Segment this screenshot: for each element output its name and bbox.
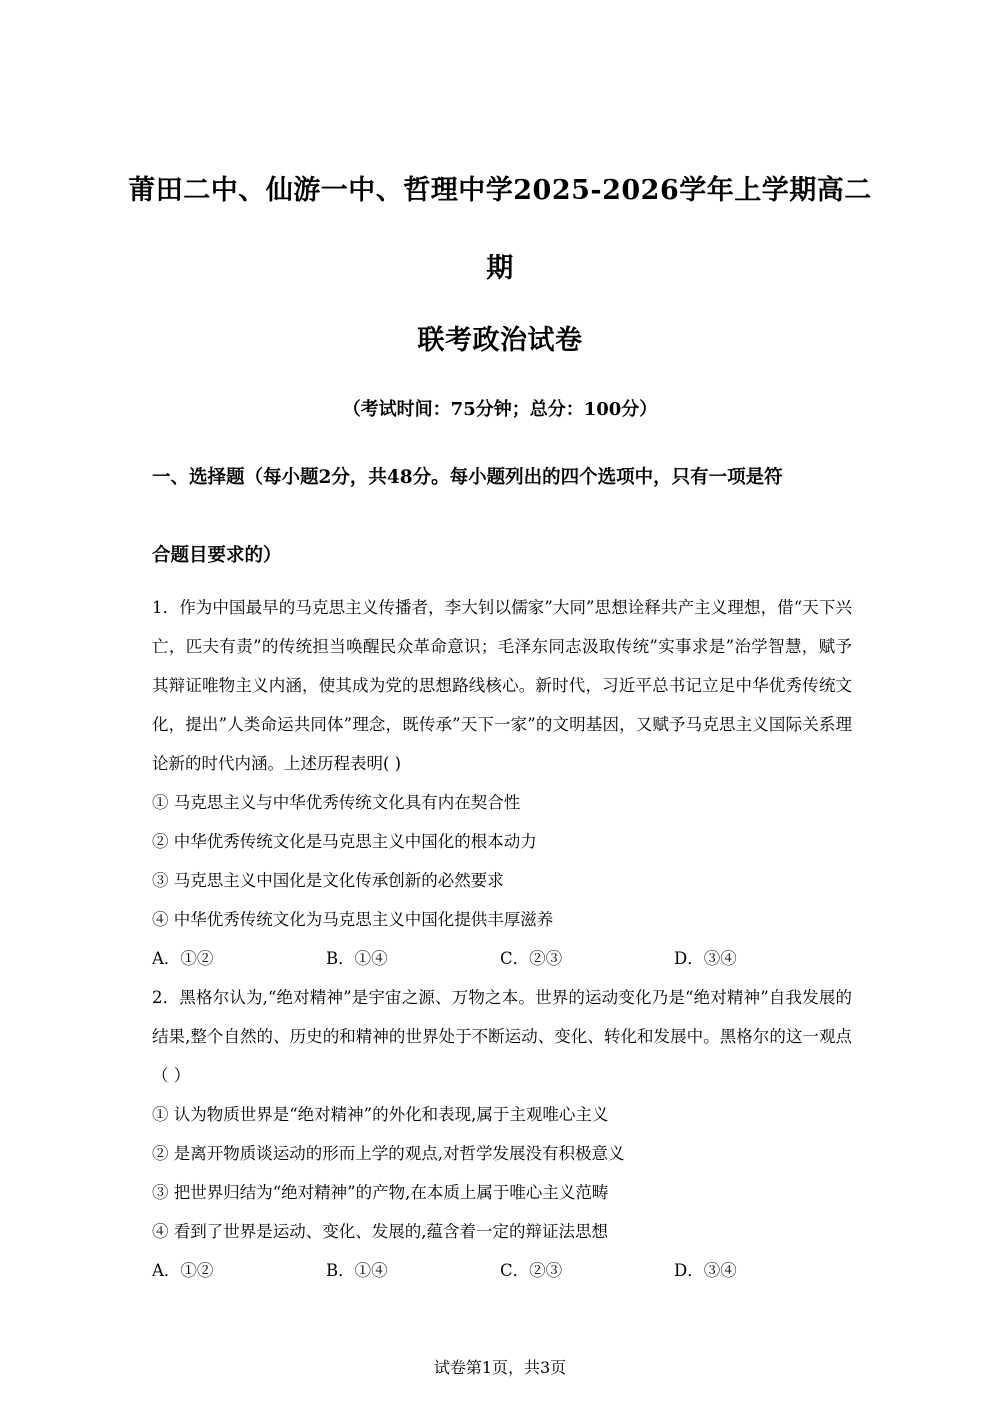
question-option: ② 是离开物质谈运动的形而上学的观点,对哲学发展没有积极意义	[152, 1144, 625, 1163]
choice-a: A．①②	[152, 1261, 214, 1280]
choice-c: C．②③	[500, 949, 563, 968]
exam-title-line-1: 莆田二中、仙游一中、哲理中学2025-2026学年上学期高二	[128, 175, 872, 206]
answer-choices	[152, 1251, 852, 1290]
section-heading-line-1: 一、选择题（每小题2分，共48分。每小题列出的四个选项中，只有一项是符	[152, 467, 783, 488]
question-1	[152, 588, 852, 978]
choice-d: D．③④	[674, 949, 737, 968]
choice-b: B．①④	[326, 1261, 388, 1280]
page-footer: 试卷第1页，共3页	[433, 1358, 567, 1377]
question-option: ② 中华优秀传统文化是马克思主义中国化的根本动力	[152, 832, 537, 851]
question-option: ① 认为物质世界是“绝对精神”的外化和表现,属于主观唯心主义	[152, 1105, 609, 1124]
question-option: ③ 马克思主义中国化是文化传承创新的必然要求	[152, 871, 504, 890]
question-option: ③ 把世界归结为“绝对精神”的产物,在本质上属于唯心主义范畴	[152, 1183, 609, 1202]
question-2	[152, 978, 852, 1290]
question-option: ④ 看到了世界是运动、变化、发展的,蕴含着一定的辩证法思想	[152, 1222, 608, 1241]
question-option: ④ 中华优秀传统文化为马克思主义中国化提供丰厚滋养	[152, 910, 554, 929]
question-stem: 2．黑格尔认为,“绝对精神”是宇宙之源、万物之本。世界的运动变化乃是“绝对精神”自我发展的结果,整个自然的、历史的和精神的世界处于不断运动、变化、转化和发展中。黑格尔的这一观点（ ）	[152, 988, 852, 1085]
exam-title-line-3: 联考政治试卷	[417, 325, 583, 356]
choice-c: C．②③	[500, 1261, 563, 1280]
exam-info: （考试时间：75分钟；总分：100分）	[342, 399, 658, 420]
choice-b: B．①④	[326, 949, 388, 968]
section-heading-line-2: 合题目要求的）	[152, 545, 282, 566]
question-stem: 1．作为中国最早的马克思主义传播者，李大钊以儒家”大同”思想诠释共产主义理想，借“天下兴亡，匹夫有责”的传统担当唤醒民众革命意识；毛泽东同志汲取传统”实事求是”治学智慧，赋予其辩证唯物主义内涵，使其成为党的思想路线核心。新时代，习近平总书记立足中华优秀传统文化，提出”人类命运共同体”理念，既传承”天下一家”的文明基因，又赋予马克思主义国际关系理论新的时代内涵。上述历程表明( )	[152, 598, 852, 773]
choice-d: D．③④	[674, 1261, 737, 1280]
exam-title-line-2: 期	[486, 253, 514, 284]
choice-a: A．①②	[152, 949, 214, 968]
question-option: ① 马克思主义与中华优秀传统文化具有内在契合性	[152, 793, 521, 812]
answer-choices	[152, 939, 852, 978]
